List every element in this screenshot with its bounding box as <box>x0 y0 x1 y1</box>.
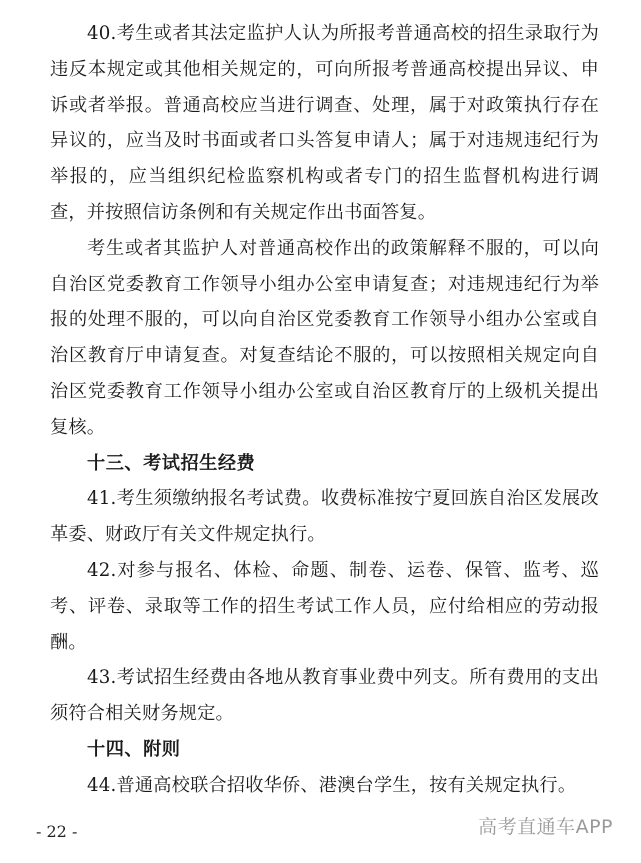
section-heading-13: 十三、考试招生经费 <box>87 452 256 474</box>
document-body <box>50 16 599 804</box>
paragraph-article-41: 41.考生须缴纳报名考试费。收费标准按宁夏回族自治区发展改革委、财政厅有关文件规定执行。 <box>50 488 599 546</box>
paragraph-article-42: 42.对参与报名、体检、命题、制卷、运卷、保管、监考、巡考、评卷、录取等工作的招生考试工作人员，应付给相应的劳动报酬。 <box>50 559 599 653</box>
paragraph-appeal-review: 考生或者其监护人对普通高校作出的政策解释不服的，可以向自治区党委教育工作领导小组办公室申请复查；对违规违纪行为举报的处理不服的，可以向自治区党委教育工作领导小组办公室或自治区教育厅申请复查。对复查结论不服的，可以按照相关规定向自治区党委教育工作领导小组办公室或自治区教育厅的上级机关提出复核。 <box>50 237 599 438</box>
paragraph-article-40: 40.考生或者其法定监护人认为所报考普通高校的招生录取行为违反本规定或其他相关规定的，可向所报考普通高校提出异议、申诉或者举报。普通高校应当进行调查、处理，属于对政策执行存在异议的，应当及时书面或者口头答复申请人；属于对违规违纪行为举报的，应当组织纪检监察机构或者专门的招生监督机构进行调查，并按照信访条例和有关规定作出书面答复。 <box>50 23 599 223</box>
paragraph-article-44: 44.普通高校联合招收华侨、港澳台学生，按有关规定执行。 <box>87 774 577 796</box>
watermark-text: 高考直通车APP <box>478 816 613 838</box>
section-heading-14: 十四、附则 <box>87 738 181 760</box>
page-number: - 22 - <box>36 822 78 841</box>
paragraph-article-43: 43.考试招生经费由各地从教育事业费中列支。所有费用的支出须符合相关财务规定。 <box>50 667 599 725</box>
